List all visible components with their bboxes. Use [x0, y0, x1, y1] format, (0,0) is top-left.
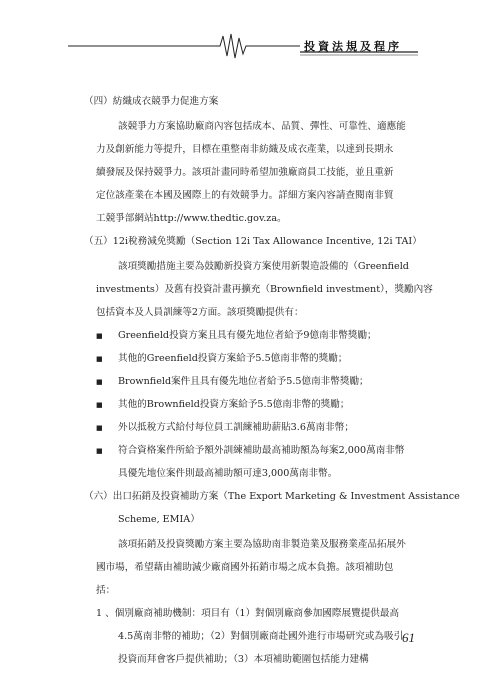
paragraph-line: 該競爭力方案協助廠商內容包括成本、品質、彈性、可靠性、適應能	[118, 121, 406, 132]
page-number: 61	[402, 630, 415, 645]
numbered-item-line: 投資而拜會客戶提供補助；（3）本項補助範圍包括能力建構	[118, 654, 369, 665]
paragraph-line: investments）及舊有投資計畫再擴充（Brownfield investment），獎勵內容	[96, 284, 433, 295]
bullet-item: Brownfield案件且具有優先地位者給予5.5億南非幣獎勵；	[118, 376, 369, 387]
bullet-square-icon: ■	[96, 355, 103, 363]
paragraph-line: 括：	[96, 585, 116, 596]
section-heading: （五）12i稅務減免獎勵（Section 12i Tax Allowance Incentive, 12i TAI）	[84, 236, 422, 247]
bullet-item: Greenfield投資方案且具有優先地位者給予9億南非幣獎勵；	[118, 330, 377, 341]
page-header	[0, 0, 480, 70]
paragraph-line: 該項獎勵措施主要為鼓勵新投資方案使用新製造設備的（Greenfield	[118, 261, 409, 272]
bullet-item: 外以抵稅方式給付每位員工訓練補助薪貼3.6萬南非幣；	[118, 422, 354, 433]
numbered-item-line: 4.5萬南非幣的補助；（2）對個別廠商赴國外進行市場研究或為吸引	[118, 631, 404, 642]
bullet-item: 符合資格案件所給予額外訓練補助最高補助額為每案2,000萬南非幣	[118, 445, 405, 456]
section-heading-continuation: Scheme, EMIA）	[118, 514, 200, 525]
paragraph-line: 工競爭部網站http://www.thedtic.gov.za。	[96, 213, 287, 224]
paragraph-line: 續發展及保持競爭力。該項計畫同時希望加強廠商員工技能，並且重新	[96, 167, 394, 178]
section-heading: （四）紡織成衣競爭力促進方案	[84, 96, 219, 107]
header-decoration	[0, 0, 480, 70]
paragraph-line: 力及創新能力等提升，目標在重整南非紡織及成衣產業，以達到長期永	[96, 144, 394, 155]
bullet-item: 其他的Brownfield投資方案給予5.5億南非幣的獎勵；	[118, 399, 350, 410]
paragraph-line: 國市場，希望藉由補助減少廠商國外拓銷市場之成本負擔。該項補助包	[96, 562, 394, 573]
bullet-item: 其他的Greenfield投資方案給予5.5億南非幣的獎勵；	[118, 353, 348, 364]
bullet-square-icon: ■	[96, 401, 103, 409]
bullet-square-icon: ■	[96, 378, 103, 386]
section-heading: （六）出口拓銷及投資補助方案（The Export Marketing & Investment Assistance	[84, 491, 460, 502]
numbered-item: 1 、個別廠商補助機制：項目有（1）對個別廠商參加國際展覽提供最高	[96, 608, 400, 619]
header-title: 投資法規及程序	[304, 40, 402, 53]
paragraph-line: 該項拓銷及投資獎勵方案主要為協助南非製造業及服務業產品拓展外	[118, 539, 406, 550]
paragraph-line: 定位該產業在本國及國際上的有效競爭力。詳細方案內容請查閱南非貿	[96, 190, 394, 201]
paragraph-line: 包括資本及人員訓練等2方面。該項獎勵提供有：	[96, 307, 304, 318]
bullet-square-icon: ■	[96, 424, 103, 432]
bullet-square-icon: ■	[96, 332, 103, 340]
bullet-square-icon: ■	[96, 447, 103, 455]
bullet-continuation: 具優先地位案件則最高補助額可達3,000萬南非幣。	[118, 468, 338, 479]
